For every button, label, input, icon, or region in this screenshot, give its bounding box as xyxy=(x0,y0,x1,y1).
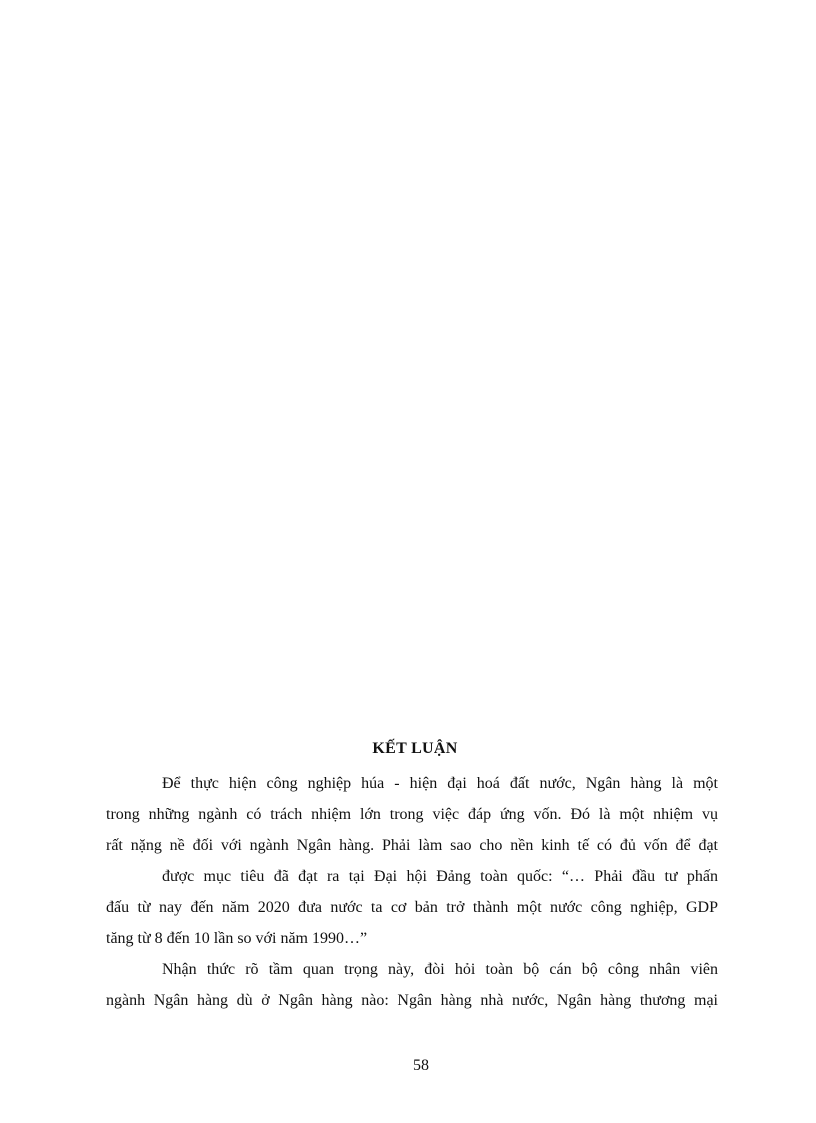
paragraph-3 xyxy=(106,954,718,1016)
text-line: được mục tiêu đã đạt ra tại Đại hội Đảng toàn quốc: “… Phải đầu tư phấn xyxy=(162,868,718,885)
text-line: tăng từ 8 đến 10 lần so với năm 1990…” xyxy=(106,930,368,947)
paragraph-1 xyxy=(106,768,718,861)
paragraph-2 xyxy=(106,861,718,954)
text-line: rất nặng nề đối với ngành Ngân hàng. Phải làm sao cho nền kinh tế có đủ vốn để đạt xyxy=(106,837,718,854)
text-line: Nhận thức rõ tầm quan trọng này, đòi hỏi toàn bộ cán bộ công nhân viên xyxy=(162,961,718,978)
text-line: trong những ngành có trách nhiệm lớn trong việc đáp ứng vốn. Đó là một nhiệm vụ xyxy=(106,806,718,823)
body-text xyxy=(106,768,718,1016)
text-line: đấu từ nay đến năm 2020 đưa nước ta cơ bản trở thành một nước công nghiệp, GDP xyxy=(106,899,718,916)
text-line: ngành Ngân hàng dù ở Ngân hàng nào: Ngân hàng nhà nước, Ngân hàng thương mại xyxy=(106,992,718,1009)
section-heading: KẾT LUẬN xyxy=(372,740,458,757)
page-number: 58 xyxy=(413,1057,429,1074)
text-line: Để thực hiện công nghiệp húa - hiện đại hoá đất nước, Ngân hàng là một xyxy=(162,775,718,792)
